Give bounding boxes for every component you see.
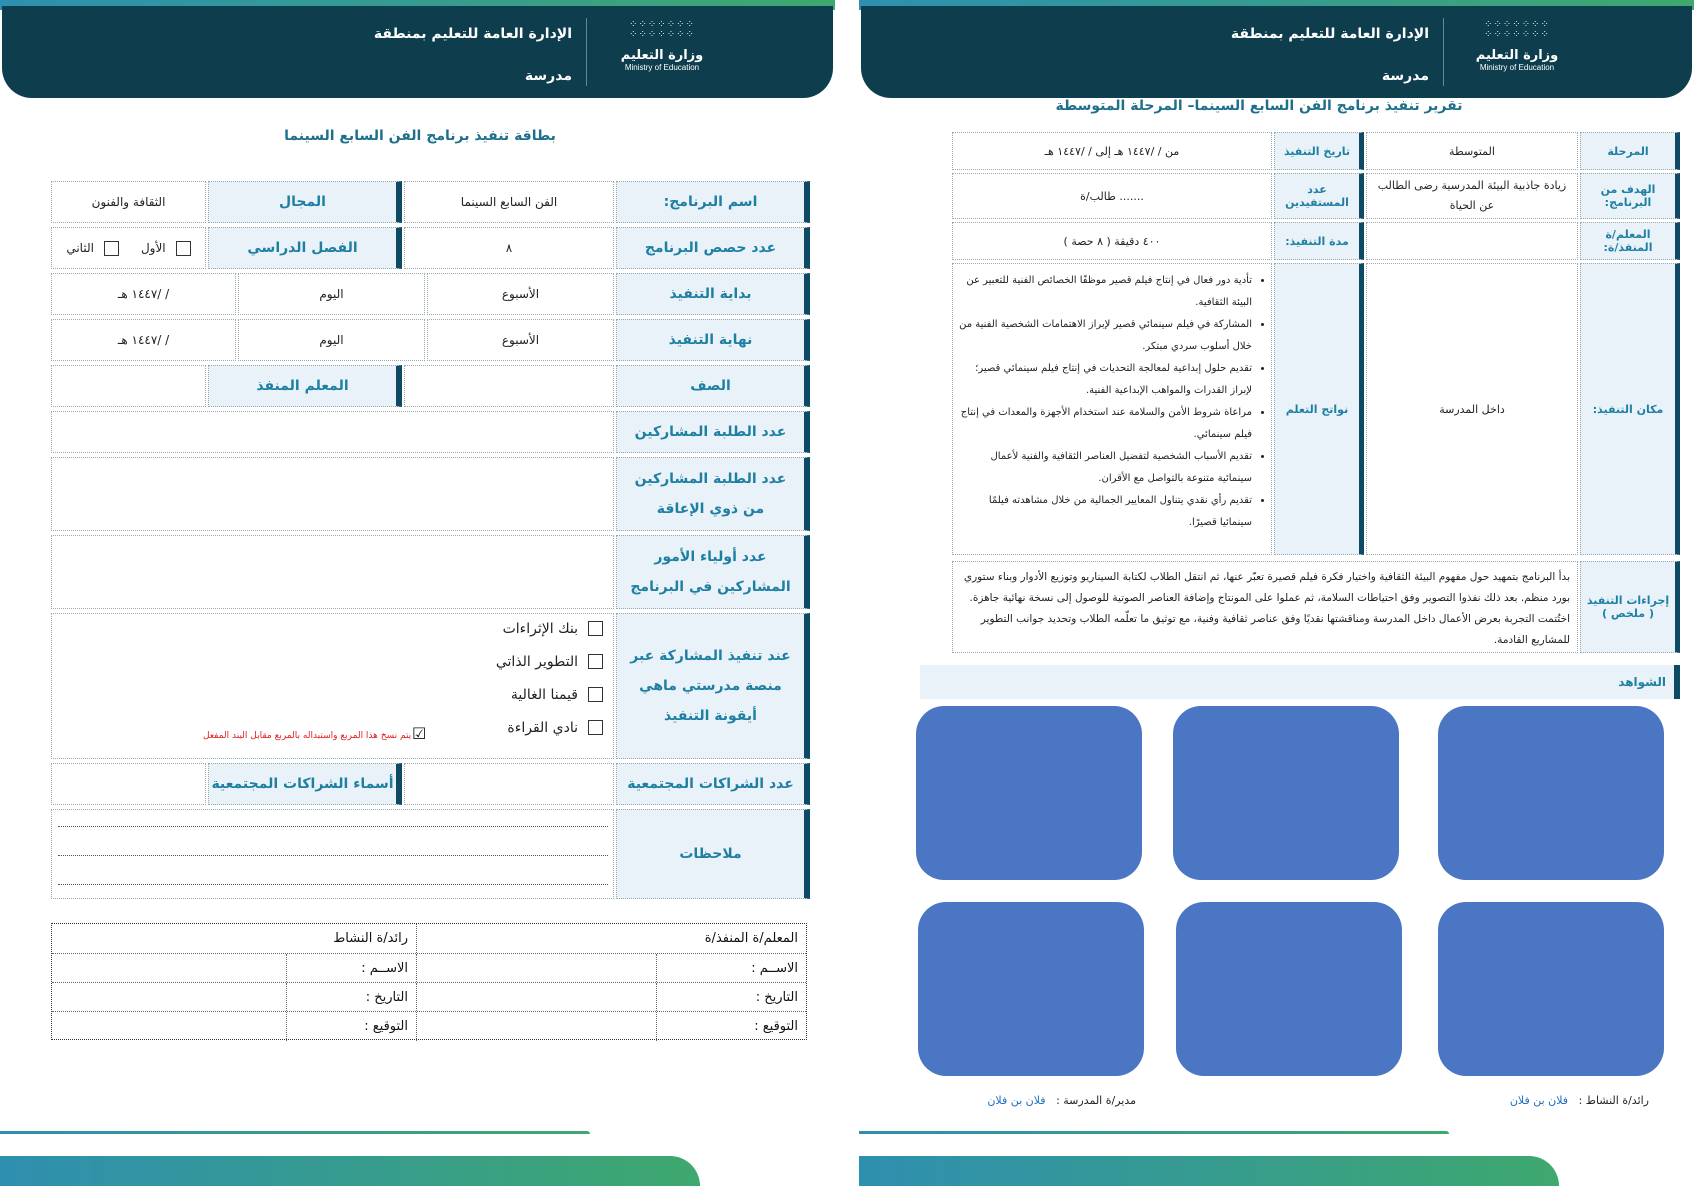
notes-label: ملاحظات	[616, 809, 810, 899]
notes-line	[58, 884, 608, 885]
leader-date-label: التاريخ :	[286, 983, 416, 1011]
school-name: مدرسة	[1381, 68, 1429, 84]
platform-option[interactable]: قيمنا الغالية	[496, 678, 603, 711]
ministry-logo: ⁘⁘⁘⁘⁘⁘⁘ ⁘⁘⁘⁘⁘⁘⁘ وزارة التعليم Ministry of Education	[620, 19, 704, 72]
teacher-sign-value[interactable]	[416, 1012, 656, 1041]
outcome-item: • تأدية دور فعال في إنتاج فيلم قصير موظفًا الخصائص الفنية للتعبير عن البيئة الثقافية.	[958, 270, 1252, 314]
partners-count-value[interactable]	[404, 763, 614, 805]
start-day: اليوم	[238, 273, 425, 315]
program-name-label: اسم البرنامج:	[616, 181, 810, 223]
leader-name: فلان بن فلان	[1509, 1094, 1569, 1107]
students-label: عدد الطلبة المشاركين	[616, 411, 810, 453]
program-name-value: الفن السابع السينما	[404, 181, 614, 223]
platform-options	[496, 612, 603, 744]
beneficiaries-label: عدد المستفيدين	[1274, 173, 1364, 219]
end-week: الأسبوع	[427, 319, 614, 361]
execution-card-page	[0, 0, 835, 1186]
parents-label: عدد أولياء الأمور المشاركين في البرنامج	[616, 535, 810, 609]
sessions-value: ٨	[404, 227, 614, 269]
platform-option[interactable]: التطوير الذاتي	[496, 645, 603, 678]
page-header	[859, 0, 1694, 98]
stage-value: المتوسطة	[1366, 132, 1578, 170]
footer-band	[0, 1156, 700, 1186]
outcome-item: • تقديم حلول إبداعية لمعالجة التحديات في إنتاج فيلم سينمائي قصير؛ لإبراز القدرات والمواهب الإبداعية الفنية.	[958, 358, 1252, 402]
sessions-label: عدد حصص البرنامج	[616, 227, 810, 269]
duration-value: ٤٠٠ دقيقة ( ٨ حصة )	[952, 222, 1272, 260]
outcome-item: • تقديم الأسباب الشخصية لتفضيل العناصر الثقافية والفنية لأعمال سينمائية متنوعة بالتواصل مع الأقران.	[958, 446, 1252, 490]
class-label: الصف	[616, 365, 810, 407]
page-footer	[0, 1126, 835, 1186]
platform-label: عند تنفيذ المشاركة عبر منصة مدرستي ماهي أيقونة التنفيذ	[616, 613, 810, 759]
copy-checkbox-note: يتم نسخ هذا المربع واستبداله بالمربع مقابل البند المفعل	[203, 731, 412, 741]
stage-label: المرحلة	[1580, 132, 1680, 170]
checkbox-icon[interactable]	[588, 621, 603, 636]
students-value[interactable]	[51, 411, 614, 453]
disabled-students-value[interactable]	[51, 457, 614, 531]
start-date: / /١٤٤٧ هـ	[51, 273, 236, 315]
leader-name-value[interactable]	[50, 954, 286, 982]
notes-line	[58, 826, 608, 827]
signature-sign-row	[52, 1012, 806, 1041]
teacher-name-value[interactable]	[416, 954, 656, 982]
header-divider	[1443, 18, 1444, 86]
place-value: داخل المدرسة	[1366, 263, 1578, 555]
platform-option[interactable]: بنك الإثراءات	[496, 612, 603, 645]
checkbox-icon[interactable]	[588, 654, 603, 669]
outcomes-label: نواتج التعلم	[1274, 263, 1364, 555]
semester-options	[51, 227, 206, 269]
leader-sign-label: التوقيع :	[286, 1012, 416, 1041]
parents-value[interactable]	[51, 535, 614, 609]
checkbox-icon[interactable]	[588, 687, 603, 702]
signature-header-row	[52, 924, 806, 954]
education-directorate: الإدارة العامة للتعليم بمنطقة	[1230, 26, 1429, 42]
signature-date-row	[52, 983, 806, 1012]
teacher-sign-label: التوقيع :	[656, 1012, 806, 1041]
duration-label: مدة التنفيذ:	[1274, 222, 1364, 260]
procedures-text: بدأ البرنامج بتمهيد حول مفهوم البيئة الثقافية واختيار فكرة فيلم قصيرة تعبّر عنها، ثم انتقل الطلاب لكتابة السيناريو وتوزيع الأدوار وبناء ستوري بورد منظم. بعد ذلك نفذوا التصوير وفق احتياطات السلامة، ثم عملوا على المونتاج وإضافة العناصر الصوتية للوصول إلى نسخة نهائية جاهزة. اختُتمت التجربة بعرض الأعمال داخل المدرسة ومناقشتها نقديًا وفق عناصر ثقافية وفنية، مع توثيق ما تعلّمه الطلاب وتحديد جوانب التطوير للمشاريع القادمة.	[963, 571, 1570, 646]
evidence-photo-placeholder[interactable]	[918, 902, 1144, 1076]
goal-label: الهدف من البرنامج:	[1580, 173, 1680, 219]
evidence-header: الشواهد	[920, 665, 1680, 699]
end-day: اليوم	[238, 319, 425, 361]
start-week: الأسبوع	[427, 273, 614, 315]
outcome-item: • مراعاة شروط الأمن والسلامة عند استخدام الأجهزة والمعدات في إنتاج فيلم سينمائي.	[958, 402, 1252, 446]
teacher-value[interactable]	[1366, 222, 1578, 260]
principal-name: فلان بن فلان	[987, 1094, 1046, 1107]
evidence-photo-placeholder[interactable]	[1173, 706, 1399, 880]
evidence-photo-placeholder[interactable]	[916, 706, 1142, 880]
report-title: تقرير تنفيذ برنامج الفن السابع السينما– المرحلة المتوسطة	[1055, 98, 1463, 114]
outcomes-list	[958, 270, 1264, 534]
outcome-item: • تقديم رأي نقدي يتناول المعايير الجمالية من خلال مشاهدته فيلمًا سينمائيا قصيرًا.	[958, 490, 1252, 534]
end-date: / /١٤٤٧ هـ	[51, 319, 236, 361]
exec-date-label: تاريخ التنفيذ	[1274, 132, 1364, 170]
leader-date-value[interactable]	[50, 983, 286, 1011]
teacher-value[interactable]	[51, 365, 206, 407]
header-band	[2, 6, 833, 98]
teacher-date-value[interactable]	[416, 983, 656, 1011]
partners-count-label: عدد الشراكات المجتمعية	[616, 763, 810, 805]
header-band	[861, 6, 1692, 98]
semester-label: الفصل الدراسي	[208, 227, 402, 269]
checked-box-icon[interactable]: ☑	[412, 724, 427, 743]
teacher-label: المعلم المنفذ	[208, 365, 402, 407]
leader-sign-header: رائد/ة النشاط	[333, 931, 408, 946]
start-label: بداية التنفيذ	[616, 273, 810, 315]
ministry-logo: ⁘⁘⁘⁘⁘⁘⁘ ⁘⁘⁘⁘⁘⁘⁘ وزارة التعليم Ministry of Education	[1475, 19, 1559, 72]
education-directorate: الإدارة العامة للتعليم بمنطقة	[373, 26, 572, 42]
execution-report-page	[859, 0, 1694, 1186]
semester-second-checkbox[interactable]	[104, 241, 119, 256]
partners-names-label: أسماء الشراكات المجتمعية	[208, 763, 402, 805]
semester-first-label: الأول	[140, 241, 166, 255]
teacher-name-label: الاســم :	[656, 954, 806, 982]
outcome-item: • المشاركة في فيلم سينمائي قصير لإبراز الاهتمامات الشخصية الفنية من خلال أسلوب سردي مبتكر.	[958, 314, 1252, 358]
footer-band	[859, 1156, 1559, 1186]
school-name: مدرسة	[524, 68, 572, 84]
procedures-label: إجراءات التنفيذ ( ملخص )	[1580, 561, 1680, 653]
leader-signature-line: رائد/ة النشاط : فلان بن فلان	[1509, 1094, 1649, 1107]
field-label: المجال	[208, 181, 402, 223]
principal-signature-line: مدير/ة المدرسة : فلان بن فلان	[987, 1094, 1136, 1107]
footer-accent-line	[0, 1131, 590, 1134]
platform-option[interactable]: نادي القراءة	[496, 711, 603, 744]
footer-accent-line	[859, 1131, 1449, 1134]
signature-table	[51, 923, 807, 1040]
checkbox-icon[interactable]	[588, 720, 603, 735]
disabled-students-label: عدد الطلبة المشاركين من ذوي الإعاقة	[616, 457, 810, 531]
beneficiaries-value: ....... طالب/ة	[952, 173, 1272, 219]
class-value[interactable]	[404, 365, 614, 407]
teacher-label: المعلم/ة المنفذ/ة:	[1580, 222, 1680, 260]
page-header	[0, 0, 835, 98]
notes-line	[58, 855, 608, 856]
header-divider	[586, 18, 587, 86]
leader-sign-value[interactable]	[50, 1012, 286, 1041]
semester-second-label: الثاني	[66, 241, 94, 255]
signature-name-row	[52, 954, 806, 983]
evidence-photo-placeholder[interactable]	[1176, 902, 1402, 1076]
field-value: الثقافة والفنون	[51, 181, 206, 223]
partners-names-value[interactable]	[51, 763, 206, 805]
page-footer	[859, 1126, 1694, 1186]
semester-first-checkbox[interactable]	[176, 241, 191, 256]
evidence-photo-placeholder[interactable]	[1438, 706, 1664, 880]
teacher-sign-header: المعلم/ة المنفذ/ة	[416, 924, 806, 953]
end-label: نهاية التنفيذ	[616, 319, 810, 361]
exec-date-value: من / /١٤٤٧ هـ إلى / /١٤٤٧ هـ	[952, 132, 1272, 170]
leader-name-label: الاســم :	[286, 954, 416, 982]
teacher-date-label: التاريخ :	[656, 983, 806, 1011]
evidence-photo-placeholder[interactable]	[1438, 902, 1664, 1076]
notes-area[interactable]	[51, 809, 614, 899]
goal-value: زيادة جاذبية البيئة المدرسية رضى الطالب عن الحياة	[1366, 173, 1578, 219]
card-title: بطاقة تنفيذ برنامج الفن السابع السينما	[284, 128, 556, 144]
place-label: مكان التنفيذ:	[1580, 263, 1680, 555]
